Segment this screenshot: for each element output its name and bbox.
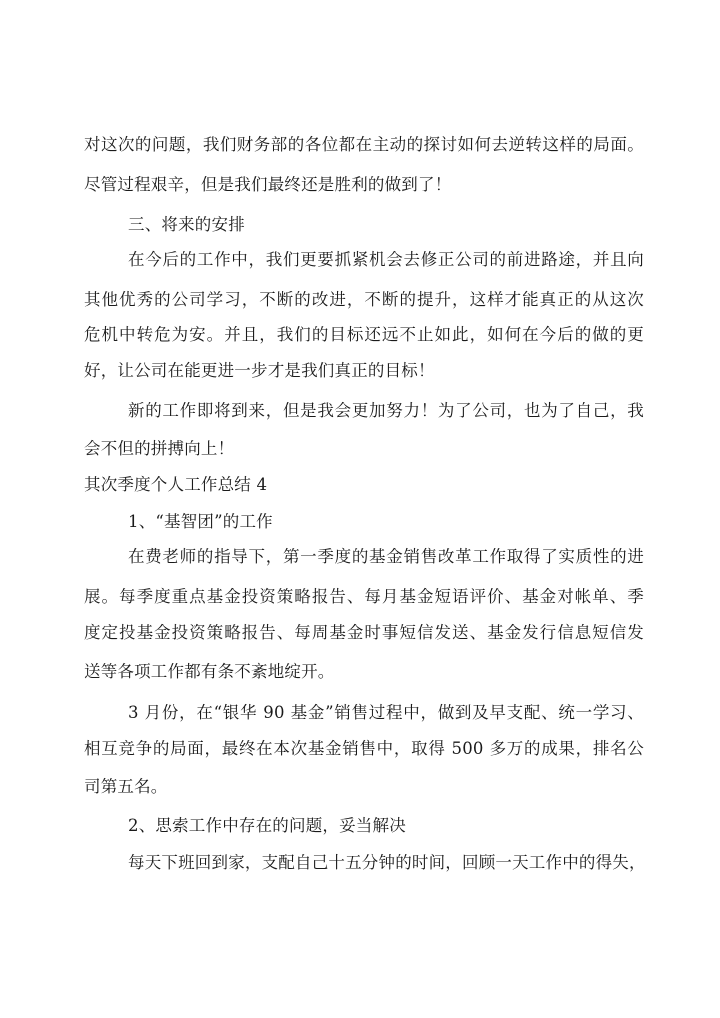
paragraph-line: 危机中转危为安。并且，我们的目标还远不止如此，如何在今后的做的更 <box>84 325 644 344</box>
paragraph-line: 相互竞争的局面，最终在本次基金销售中，取得 500 多万的成果，排名公 <box>84 739 644 758</box>
paragraph-line: 尽管过程艰辛，但是我们最终还是胜利的做到了！ <box>84 175 452 194</box>
paragraph-line: 度定投基金投资策略报告、每周基金时事短信发送、基金发行信息短信发 <box>84 623 644 642</box>
section-heading: 1、“基智团”的工作 <box>128 512 273 531</box>
section-title: 其次季度个人工作总结 4 <box>84 475 268 494</box>
paragraph-line: 其他优秀的公司学习，不断的改进，不断的提升，这样才能真正的从这次 <box>84 290 644 309</box>
paragraph-line: 好，让公司在能更进一步才是我们真正的目标！ <box>84 361 435 380</box>
paragraph-line: 3 月份，在“银华 90 基金”销售过程中，做到及早支配、统一学习、 <box>128 703 644 722</box>
section-heading: 2、思索工作中存在的问题，妥当解决 <box>128 816 406 835</box>
paragraph-line: 对这次的问题，我们财务部的各位都在主动的探讨如何去逆转这样的局面。 <box>84 135 644 154</box>
paragraph-line: 在费老师的指导下，第一季度的基金销售改革工作取得了实质性的进 <box>128 547 644 566</box>
paragraph-line: 会不但的拼搏向上！ <box>84 439 235 458</box>
paragraph-line: 在今后的工作中，我们更要抓紧机会去修正公司的前进路途，并且向 <box>128 250 644 269</box>
paragraph-line: 每天下班回到家，支配自己十五分钟的时间，回顾一天工作中的得失， <box>128 853 646 872</box>
paragraph-line: 司第五名。 <box>84 777 168 796</box>
paragraph-line: 送等各项工作都有条不紊地绽开。 <box>84 662 335 681</box>
section-heading: 三、将来的安排 <box>128 215 245 234</box>
paragraph-line: 展。每季度重点基金投资策略报告、每月基金短语评价、基金对帐单、季 <box>84 587 644 606</box>
paragraph-line: 新的工作即将到来，但是我会更加努力！为了公司，也为了自己，我 <box>128 401 644 420</box>
